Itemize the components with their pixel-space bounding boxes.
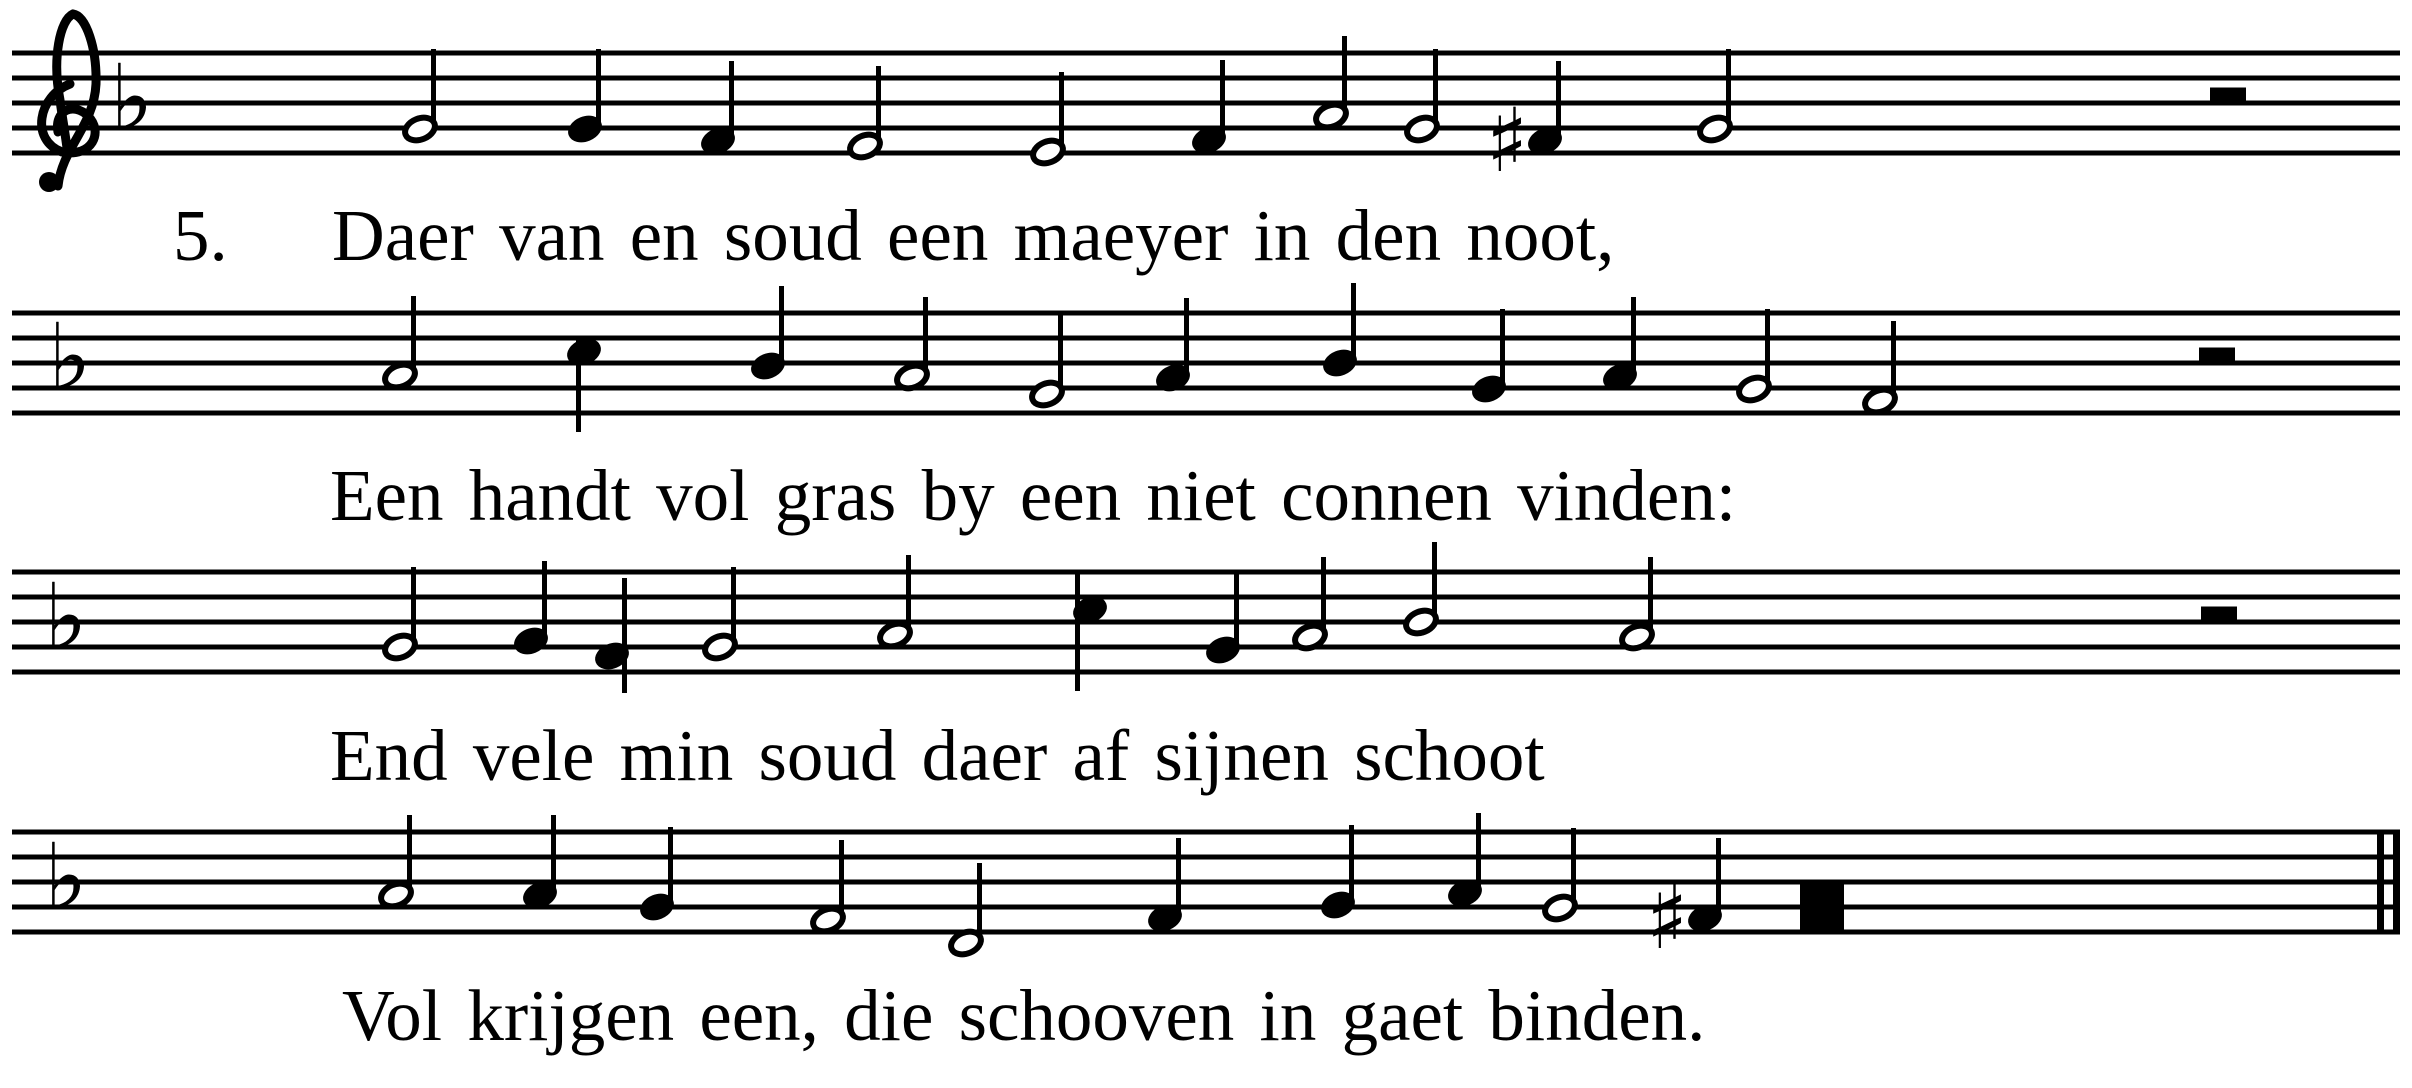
note-stem	[779, 286, 784, 362]
note-stem	[1184, 298, 1189, 374]
note-stem	[431, 49, 436, 125]
note-stem	[731, 567, 736, 643]
note-stem	[1716, 838, 1721, 914]
staff-line	[12, 311, 2400, 316]
flat-sign: ♭	[44, 564, 88, 671]
note-stem	[876, 66, 881, 142]
note-stem	[1726, 49, 1731, 125]
staff-line	[12, 830, 2400, 835]
longa-rest	[1800, 885, 1844, 905]
staff-line	[12, 51, 2400, 56]
note-half	[847, 130, 884, 161]
note-stem	[1648, 557, 1653, 633]
note-stem	[1476, 813, 1481, 889]
note-stem	[411, 296, 416, 372]
staff-line	[12, 620, 2400, 625]
final-barline	[2393, 830, 2400, 935]
staff-line	[12, 411, 2400, 416]
staff-line	[12, 905, 2400, 910]
note-stem	[1075, 570, 1080, 691]
treble-clef	[57, 14, 96, 186]
note-stem	[1176, 838, 1181, 914]
note-stem	[729, 61, 734, 137]
staff-line	[12, 101, 2400, 106]
note-stem	[407, 815, 412, 891]
note-stem	[1556, 61, 1561, 137]
staff-line	[12, 76, 2400, 81]
final-barline	[2377, 830, 2384, 935]
note-stem	[1891, 321, 1896, 397]
note-stem	[839, 840, 844, 916]
note-stem	[622, 578, 627, 693]
staff-line	[12, 336, 2400, 341]
note-half	[382, 631, 419, 662]
note-half	[1030, 136, 1067, 167]
half-rest	[2210, 88, 2246, 101]
staff-line	[12, 570, 2400, 575]
note-stem	[1342, 36, 1347, 112]
longa-rest	[1800, 910, 1844, 930]
note-half	[1697, 113, 1734, 144]
note-stem	[668, 827, 673, 903]
lyric-text: Een handt vol gras by een niet connen vinden:	[330, 455, 1737, 536]
half-rest	[2201, 607, 2237, 620]
flat-sign: ♭	[44, 824, 88, 931]
lyric-text: Vol krijgen een, die schooven in gaet binden.	[342, 975, 1706, 1056]
note-stem	[977, 863, 982, 939]
note-stem	[1432, 542, 1437, 618]
sharp-sign: ♯	[1485, 89, 1529, 192]
note-stem	[1765, 309, 1770, 385]
note-stem	[596, 49, 601, 125]
sharp-sign: ♯	[1645, 866, 1689, 969]
note-stem	[1059, 72, 1064, 148]
note-stem	[1500, 309, 1505, 385]
note-stem	[1321, 557, 1326, 633]
lyric-line-3	[0, 716, 2412, 806]
half-rest	[2199, 348, 2235, 361]
staff-line	[12, 930, 2400, 935]
staff-line	[12, 645, 2400, 650]
note-stem	[1571, 828, 1576, 904]
note-stem	[1349, 825, 1354, 901]
staff-line	[12, 595, 2400, 600]
note-stem	[1631, 297, 1636, 373]
lyric-text: Daer van en soud een maeyer in den noot,	[332, 195, 1615, 276]
staff-line	[12, 880, 2400, 885]
note-stem	[551, 815, 556, 891]
verse-number: 5.	[173, 195, 228, 276]
note-half	[1403, 606, 1440, 637]
note-stem	[542, 561, 547, 637]
note-half	[1029, 378, 1066, 409]
note-stem	[1234, 570, 1239, 646]
note-stem	[1058, 314, 1063, 390]
note-stem	[923, 297, 928, 373]
staff-line	[12, 361, 2400, 366]
lyric-line-2	[0, 456, 2412, 546]
staff-line	[12, 386, 2400, 391]
note-stem	[906, 555, 911, 631]
note-stem	[1220, 60, 1225, 136]
staff-line	[12, 855, 2400, 860]
note-half	[1736, 373, 1773, 404]
treble-clef	[39, 172, 59, 192]
note-half	[402, 113, 439, 144]
note-stem	[1433, 49, 1438, 125]
lyric-text: End vele min soud daer af sijnen schoot	[330, 715, 1545, 796]
note-half	[702, 631, 739, 662]
note-half	[1404, 113, 1441, 144]
lyric-line-1	[0, 196, 2412, 286]
note-stem	[1351, 283, 1356, 359]
lyric-line-4	[0, 976, 2412, 1066]
flat-sign: ♭	[110, 45, 154, 152]
staff-line	[12, 670, 2400, 675]
note-stem	[411, 567, 416, 643]
note-half	[1542, 892, 1579, 923]
flat-sign: ♭	[48, 304, 92, 411]
